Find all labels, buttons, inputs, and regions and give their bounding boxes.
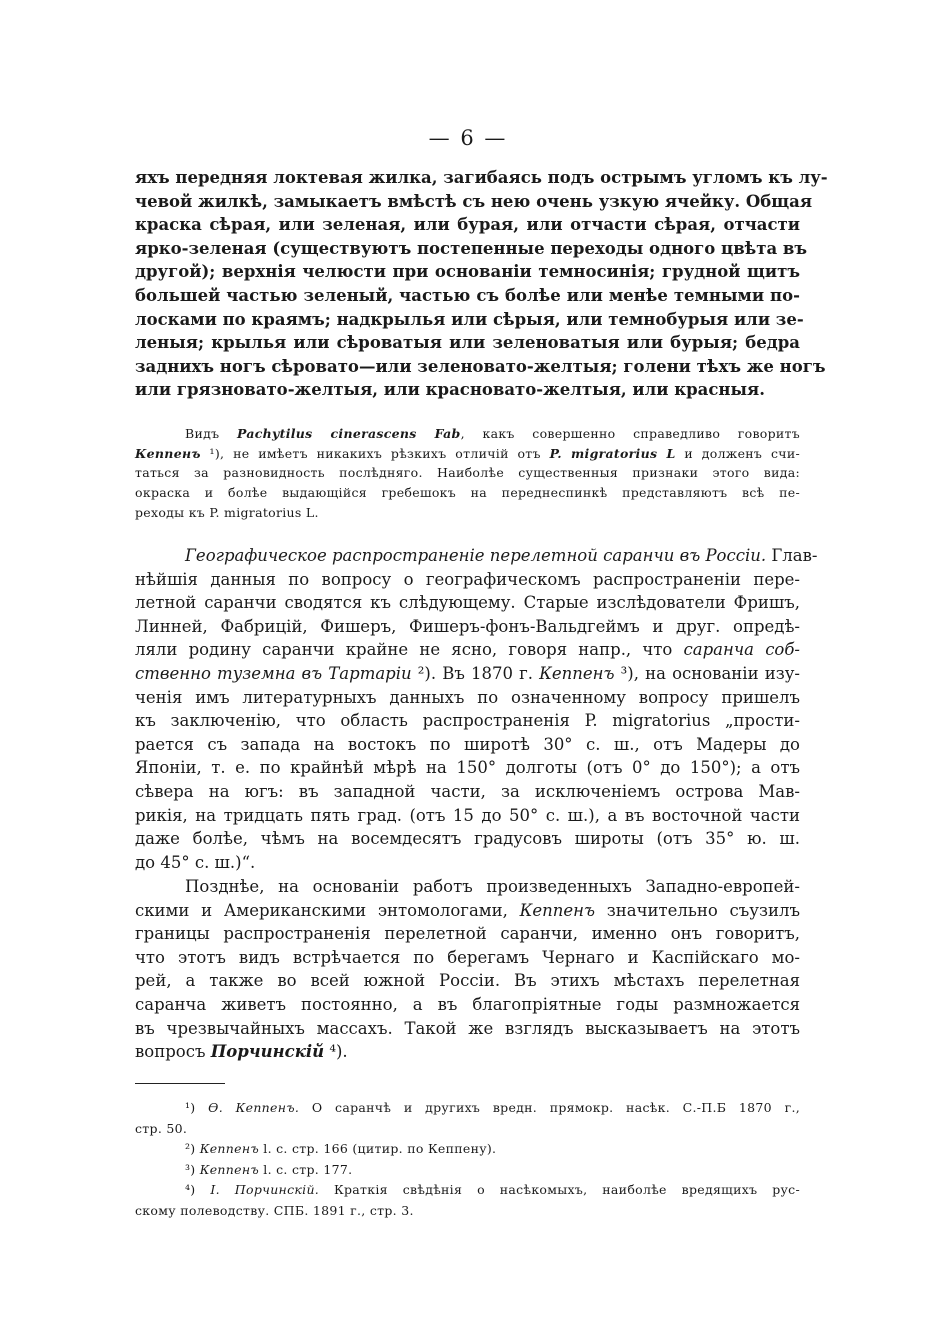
text-line: ченія имъ литературныхъ данныхъ по означенному вопросу пришелъ — [135, 687, 800, 707]
text-line: рикія, на тридцать пять град. (отъ 15 до 50° с. ш.), а въ восточной части — [135, 805, 800, 825]
text-line: чевой жилкѣ, замыкаетъ вмѣстѣ съ нею очень узкую ячейку. Общая — [135, 191, 813, 211]
author-name: Кеппенъ — [519, 900, 596, 920]
text-line: Географическое распространеніе перелетной саранчи въ Россіи. Глав- — [185, 546, 818, 565]
page-number: — 6 — — [428, 126, 508, 150]
note-line: Видъ Pachytilus cinerascens Fab, какъ совершенно справедливо говоритъ — [185, 426, 801, 441]
text-line: что этотъ видъ встрѣчается по берегамъ Чернаго и Каспійскаго мо- — [135, 947, 800, 967]
footnote-2: ²) Кеппенъ l. c. стр. 166 (цитир. по Кеппену). — [185, 1141, 497, 1156]
text-line: краска сѣрая, или зеленая, или бурая, или отчасти сѣрая, отчасти — [135, 215, 800, 235]
text-line: нѣйшія данныя по вопросу о географическомъ распространеніи пере- — [135, 569, 800, 589]
text-line: или грязновато-желтыя, или красновато-желтыя, или красныя. — [135, 380, 765, 400]
text-line: леныя; крылья или сѣроватыя или зеленоватыя или бурыя; бедра — [135, 333, 800, 353]
text-line: границы распространенія перелетной саранчи, именно онъ говоритъ, — [135, 924, 800, 944]
paragraph-3 — [135, 875, 800, 1064]
note-line: окраска и болѣе выдающійся гребешокъ на переднеспинкѣ представляютъ всѣ пе- — [135, 485, 800, 501]
author-name: Порчинскій — [210, 1042, 325, 1062]
footnote-1-cont: стр. 50. — [135, 1120, 188, 1136]
footnote-author: Кеппенъ — [199, 1141, 260, 1156]
text-line: летной саранчи сводятся къ слѣдующему. Старые изслѣдователи Фришъ, — [135, 593, 800, 613]
text-line: къ заключенію, что область распространенія P. migratorius „прости- — [135, 711, 800, 731]
note-line: таться за разновидность послѣдняго. Наиболѣе существенныя признаки этого вида: — [135, 465, 800, 481]
text-line: ляли родину саранчи крайне не ясно, говоря напр., что саранча соб- — [135, 640, 801, 660]
text-line: саранча живетъ постоянно, а въ благопріятные годы размножается — [135, 994, 800, 1014]
species-note — [135, 424, 800, 522]
text-line: заднихъ ногъ сѣровато—или зеленовато-желтыя; голени тѣхъ же ногъ — [135, 356, 826, 376]
paragraph-2 — [135, 544, 818, 874]
text-line: даже болѣе, чѣмъ на восемдесятъ градусовъ широты (отъ 35° ю. ш. — [135, 829, 800, 849]
paragraph-1 — [135, 166, 828, 402]
footnote-author: Ѳ. Кеппенъ. — [208, 1100, 300, 1115]
text-line: большей частью зеленый, частью съ болѣе или менѣе темными по- — [135, 285, 800, 305]
section-heading: Географическое распространеніе перелетной саранчи въ Россіи. — [185, 546, 767, 565]
text-line: Позднѣе, на основаніи работъ произведенныхъ Западно-европей- — [185, 877, 800, 896]
text-line: рается съ запада на востокъ по широтѣ 30° с. ш., отъ Мадеры до — [135, 734, 800, 754]
text-line: до 45° с. ш.)“. — [135, 852, 256, 872]
text-line: другой); верхнія челюсти при основаніи темносинія; грудной щитъ — [135, 262, 800, 282]
species-name: P. migratorius L — [549, 445, 676, 461]
footnotes — [135, 1098, 800, 1221]
text-line: скими и Американскими энтомологами, Кеппенъ значительно съузилъ — [135, 900, 800, 920]
footnote-1: ¹) Ѳ. Кеппенъ. О саранчѣ и другихъ вредн. прямокр. насѣк. С.-П.Б 1870 г., — [185, 1100, 800, 1115]
quote: саранча соб- — [683, 640, 801, 660]
text-line: Линней, Фабрицій, Фишеръ, Фишеръ-фонъ-Вальдгеймъ и друг. опредѣ- — [135, 616, 800, 636]
note-line: реходы къ P. migratorius L. — [135, 504, 319, 520]
footnote-author: Кеппенъ — [199, 1161, 260, 1177]
text-line: вопросъ Порчинскій ⁴). — [135, 1042, 348, 1062]
footnote-4-cont: скому полеводству. СПБ. 1891 г., стр. 3. — [135, 1202, 414, 1218]
text-line: ярко-зеленая (существуютъ постепенные переходы одного цвѣта въ — [135, 238, 808, 258]
species-name: Pachytilus cinerascens Fab — [237, 426, 461, 441]
text-line: въ чрезвычайныхъ массахъ. Такой же взглядъ высказываетъ на этотъ — [135, 1018, 800, 1038]
text-line: Японіи, т. е. по крайнѣй мѣрѣ на 150° долготы (отъ 0° до 150°); а отъ — [135, 758, 800, 778]
text-line: ственно туземна въ Тартаріи ²). Въ 1870 г. Кеппенъ ³), на основаніи изу- — [135, 663, 800, 683]
footnote-3: ³) Кеппенъ l. c. стр. 177. — [185, 1161, 353, 1177]
note-line: Кеппенъ ¹), не имѣетъ никакихъ рѣзкихъ отличій отъ P. migratorius L и долженъ счи- — [135, 445, 800, 461]
footnote-4: ⁴) І. Порчинскій. Краткія свѣдѣнія о насѣкомыхъ, наиболѣе вредящихъ рус- — [185, 1182, 801, 1197]
footnote-author: І. Порчинскій. — [210, 1182, 320, 1197]
quote: ственно туземна въ Тартаріи — [135, 663, 412, 683]
footnote-divider — [135, 1083, 225, 1084]
author-name: Кеппенъ — [135, 445, 201, 461]
author-name: Кеппенъ — [539, 663, 615, 683]
text-line: сѣвера на югъ: въ западной части, за исключеніемъ острова Мав- — [135, 781, 800, 801]
text-line: яхъ передняя локтевая жилка, загибаясь подъ острымъ угломъ къ лу- — [135, 168, 828, 187]
text-line: рей, а также во всей южной Россіи. Въ этихъ мѣстахъ перелетная — [135, 971, 800, 991]
text-line: лосками по краямъ; надкрылья или сѣрыя, или темнобурыя или зе- — [135, 309, 804, 329]
